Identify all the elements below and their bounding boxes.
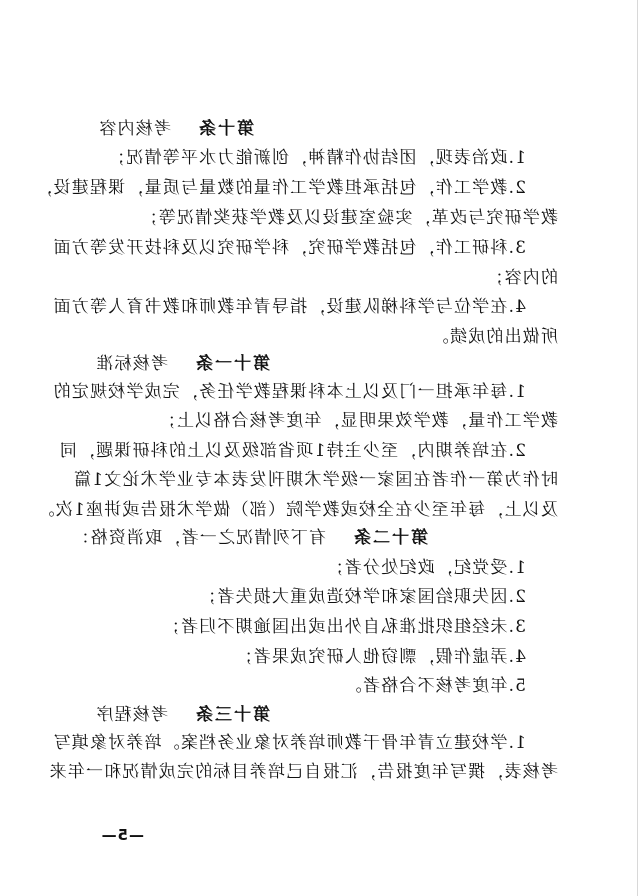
article-12-line-3: 3.未经组织批准私自外出或出国逾期不归者； [161, 617, 526, 637]
article-10-line-4: 3.科研工作，包括教学研究，科学研究以及科技开发等方面 [52, 238, 526, 258]
article-13-title: 考核程序 [95, 705, 168, 725]
article-10-line-2: 2.教学工作，包括承担教学工作量的数量与质量，课程建设， [34, 178, 526, 198]
article-12-line-1: 1.受党纪，政纪处分者； [325, 558, 526, 578]
article-11-line-5: 及以上，每年至少在全校或教学院（部）做学术报告或讲座1次。 [36, 500, 558, 520]
article-11-line-3: 2.在培养期内，至少主持1项省部级及以上的科研课题，同 [58, 441, 526, 461]
article-12-title: 有下列情况之一者，取消资格： [71, 528, 326, 548]
article-10-label: 第十条 [197, 119, 254, 139]
article-11-label: 第十一条 [194, 354, 270, 374]
article-13-line-1: 1.学校建立青年骨干教师培养对象业务档案。培养对象填写 [52, 733, 526, 753]
article-12-heading [71, 527, 428, 549]
article-10-heading [98, 118, 254, 140]
article-11-title: 考核标准 [95, 354, 168, 374]
article-13-line-2: 考核表，撰写年度报告，汇报自己培养目标的完成情况和一年来 [48, 762, 558, 782]
article-12-line-2: 2.因失职给国家和学校造成重大损失者； [197, 587, 526, 607]
article-11-heading [95, 353, 270, 375]
article-11-line-1: 1.每年承担一门及以上本科课程教学任务，完成学校规定的 [52, 382, 526, 402]
article-13-heading [95, 704, 270, 726]
article-10-line-6: 4.在学位与学科梯队建设，指导青年教师和教书育人等方面 [52, 297, 526, 317]
article-11-line-4: 时作为第一作者在国家一级学术期刊发表本专业学术论文1篇 [72, 470, 558, 490]
article-12-label: 第十二条 [352, 528, 428, 548]
article-10-line-3: 教学研究与改革，实验室建设以及教学获奖情况等； [139, 208, 558, 228]
article-11-line-2: 教学工作量，教学效果明显，年度考核合格以上； [157, 411, 558, 431]
page-number: —5— [100, 826, 144, 844]
article-13-label: 第十三条 [194, 705, 270, 725]
article-10-line-7: 所做出的成绩。 [430, 327, 558, 347]
article-12-line-4: 4.弄虚作假，剽窃他人研究成果者； [234, 647, 526, 667]
article-10-title: 考核内容 [98, 119, 171, 139]
article-10-line-5: 的内容； [485, 268, 558, 288]
article-12-line-5: 5.年度考核不合格者。 [343, 676, 526, 696]
article-10-line-1: 1.政治表现，团结协作精神，创新能力水平等情况； [106, 148, 526, 168]
